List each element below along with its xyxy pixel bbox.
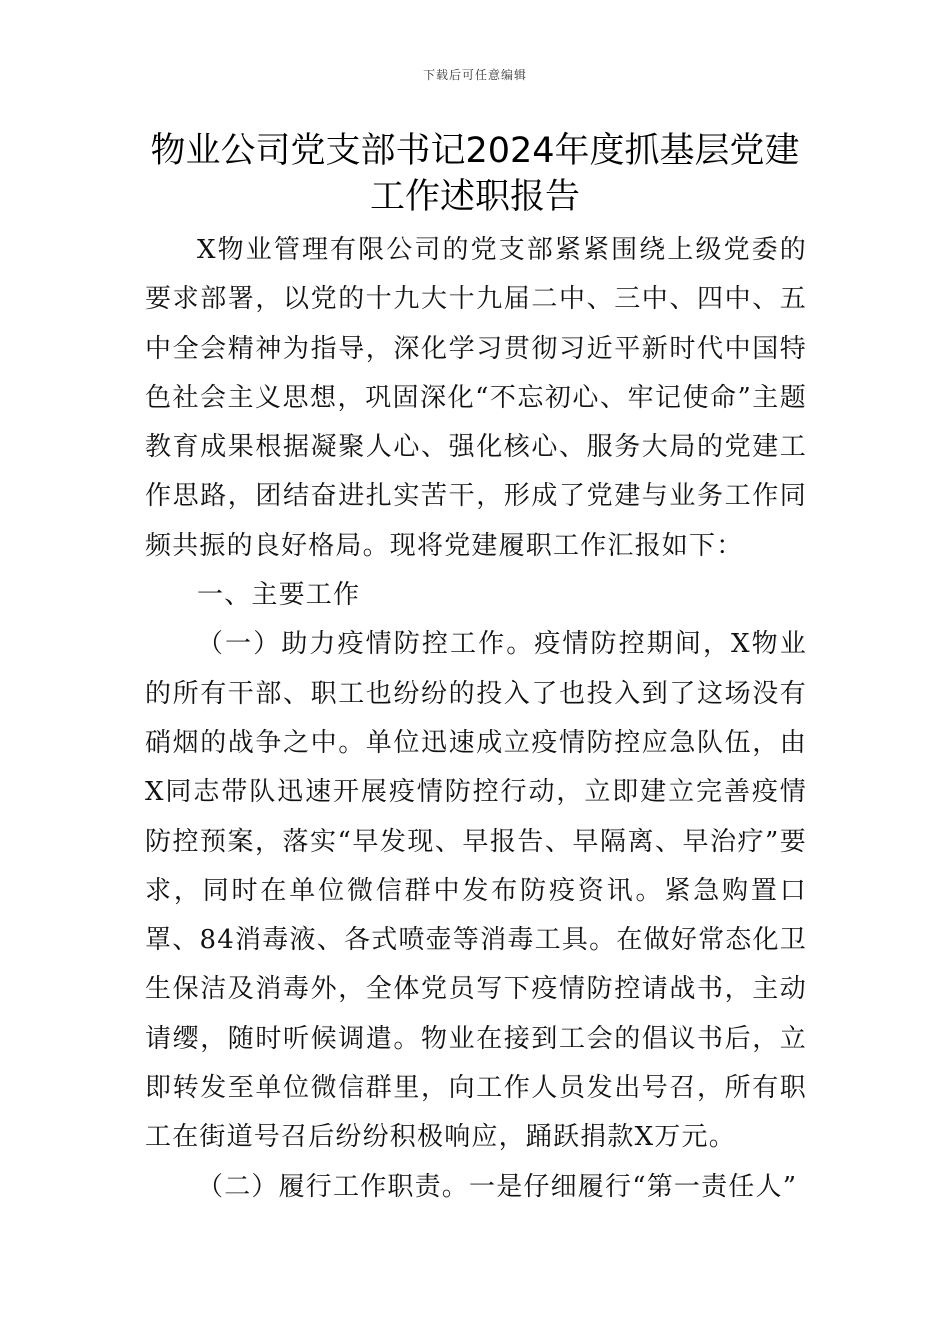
paragraph-duties: （二）履行工作职责。一是仔细履行“第一责任人” [197, 1171, 798, 1202]
document-title [120, 128, 830, 220]
paragraph-intro: X物业管理有限公司的党支部紧紧围绕上级党委的要求部署，以党的十九大十九届二中、三中、四中、五中全会精神为指导，深化学习贯彻习近平新时代中国特色社会主义思想，巩固深化“不忘初心、牢记使命”主题教育成果根据凝聚人心、强化核心、服务大局的党建工作思路，团结奋进扎实苦干，形成了党建与业务工作同频共振的良好格局。现将党建履职工作汇报如下： [145, 235, 807, 561]
document-body [145, 226, 807, 1212]
paragraph-epidemic: （一）助力疫情防控工作。疫情防控期间，X物业的所有干部、职工也纷纷的投入了也投入到了这场没有硝烟的战争之中。单位迅速成立疫情防控应急队伍，由X同志带队迅速开展疫情防控行动，立即建立完善疫情防控预案，落实“早发现、早报告、早隔离、早治疗”要求，同时在单位微信群中发布防疫资讯。紧急购置口罩、84消毒液、各式喷壶等消毒工具。在做好常态化卫生保洁及消毒外，全体党员写下疫情防控请战书，主动请缨，随时听候调遣。物业在接到工会的倡议书后，立即转发至单位微信群里，向工作人员发出号召，所有职工在街道号召后纷纷积极响应，踊跃捐款X万元。 [145, 629, 807, 1153]
title-line-2: 工作述职报告 [369, 177, 580, 217]
header-note: 下载后可任意编辑 [422, 68, 527, 82]
section-heading: 一、主要工作 [197, 580, 361, 611]
title-line-1: 物业公司党支部书记2024年度抓基层党建 [150, 131, 800, 171]
